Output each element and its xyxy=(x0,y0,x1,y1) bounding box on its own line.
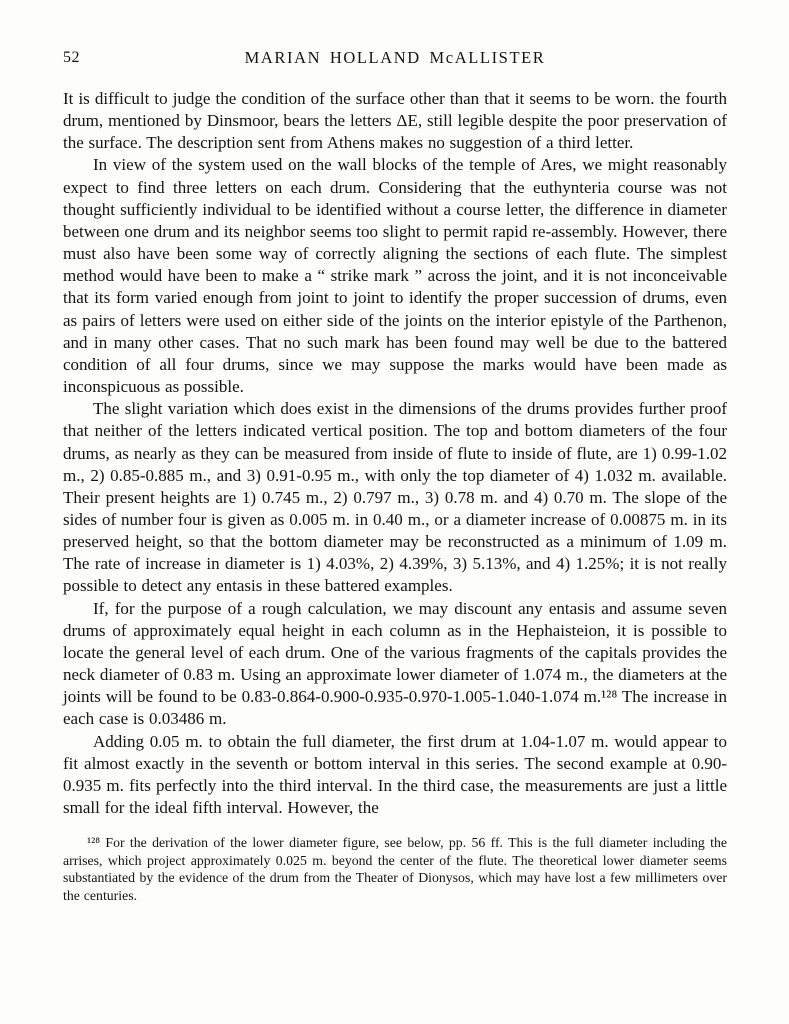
paragraph: If, for the purpose of a rough calculation, we may discount any entasis and assume seven drums of approximately equal height in each column as in the Hephaisteion, it is possible to locate the general level of each drum. One of the various fragments of the capitals provides the neck diameter of 0.83 m. Using an approximate lower diameter of 1.074 m., the diameters at the joints will be found to be 0.83-0.864-0.900-0.935-0.970-1.005-1.040-1.074 m.¹²⁸ The increase in each case is 0.03486 m. xyxy=(63,598,727,729)
paragraph: Adding 0.05 m. to obtain the full diameter, the first drum at 1.04-1.07 m. would appear to fit almost exactly in the seventh or bottom interval in this series. The second example at 0.90-0.935 m. fits perfectly into the third interval. In the third case, the measurements are just a little small for the ideal fifth interval. However, the xyxy=(63,731,727,817)
paragraph: In view of the system used on the wall blocks of the temple of Ares, we might reasonably expect to find three letters on each drum. Considering that the euthynteria course was not thought sufficiently individual to be identified without a course letter, the difference in diameter between one drum and its neighbor seems too slight to permit rapid re-assembly. However, there must also have been some way of correctly aligning the sections of each flute. The simplest method would have been to make a “ strike mark ” across the joint, and it is not inconceivable that its form varied enough from joint to joint to identify the proper succession of drums, even as pairs of letters were used on either side of the joints on the interior epistyle of the Parthenon, and in many other cases. That no such mark has been found may well be due to the battered condition of all four drums, since we may suppose the marks would have been made as inconspicuous as possible. xyxy=(63,155,727,397)
footnote-section xyxy=(63,834,727,904)
footnote: ¹²⁸ For the derivation of the lower diameter figure, see below, pp. 56 ff. This is the full diameter including the arrises, which project approximately 0.025 m. beyond the center of the flute. The theoretical lower diameter seems substantiated by the evidence of the drum from the Theater of Dionysos, which may have lost a few millimeters over the centuries. xyxy=(63,835,727,903)
running-head: MARIAN HOLLAND McALLISTER xyxy=(244,48,546,67)
paragraph: It is difficult to judge the condition of the surface other than that it seems to be worn. the fourth drum, mentioned by Dinsmoor, bears the letters ΔΕ, still legible despite the poor preservation of the surface. The description sent from Athens makes no suggestion of a third letter. xyxy=(63,89,727,153)
page-body xyxy=(63,88,727,819)
page-header xyxy=(63,48,727,70)
paragraph: The slight variation which does exist in the dimensions of the drums provides further proof that neither of the letters indicated vertical position. The top and bottom diameters of the four drums, as nearly as they can be measured from inside of flute to inside of flute, are 1) 0.99-1.02 m., 2) 0.85-0.885 m., and 3) 0.91-0.95 m., with only the top diameter of 4) 1.032 m. available. Their present heights are 1) 0.745 m., 2) 0.797 m., 3) 0.78 m. and 4) 0.70 m. The slope of the sides of number four is given as 0.005 m. in 0.40 m., or a diameter increase of 0.00875 m. in its preserved height, so that the bottom diameter may be reconstructed as a minimum of 1.09 m. The rate of increase in diameter is 1) 4.03%, 2) 4.39%, 3) 5.13%, and 4) 1.25%; it is not really possible to detect any entasis in these battered examples. xyxy=(63,399,727,596)
page-number: 52 xyxy=(63,49,80,66)
